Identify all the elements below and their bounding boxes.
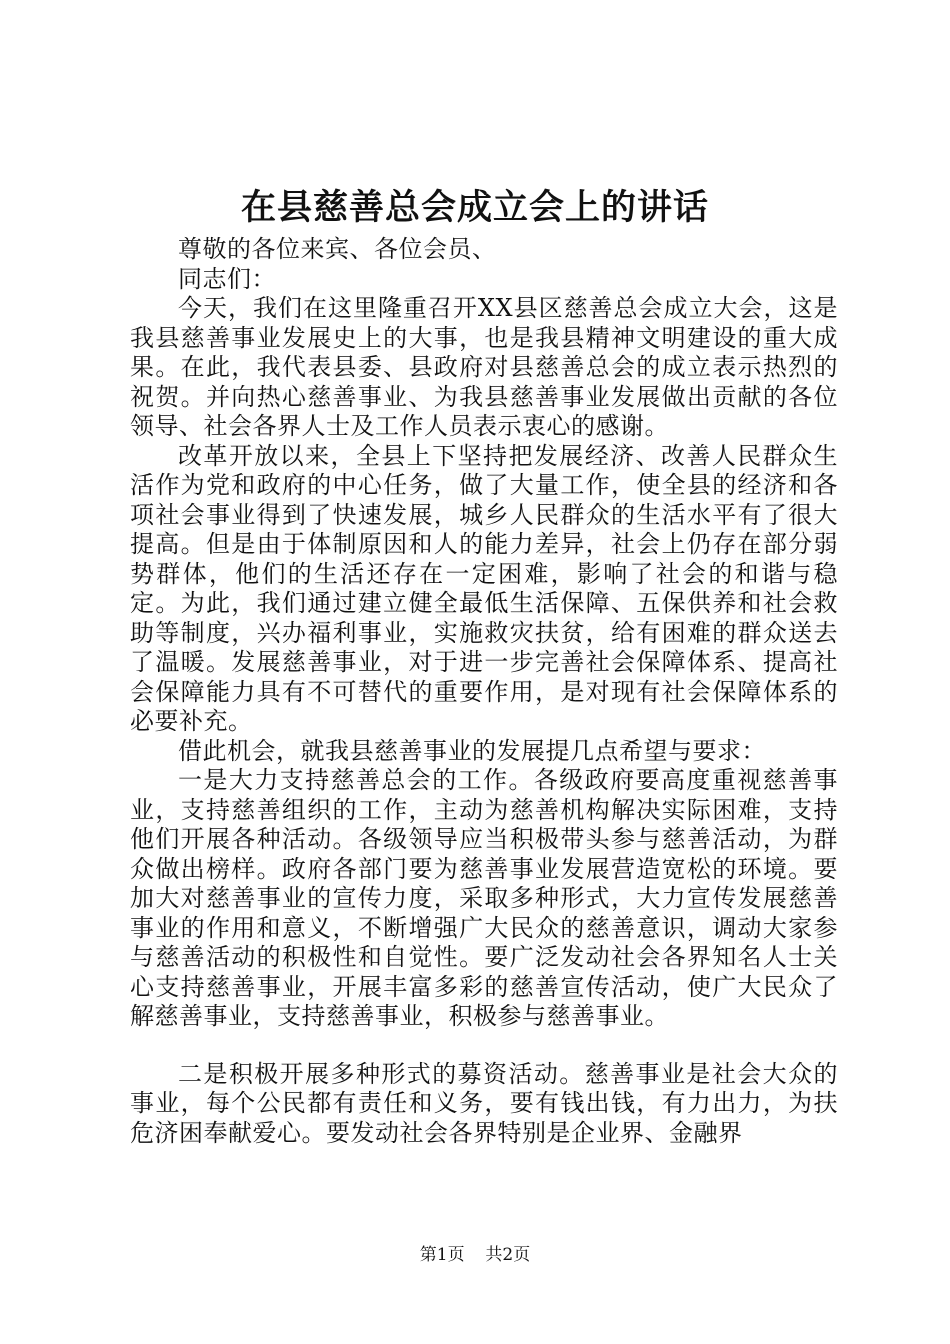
paragraph-background: 改革开放以来，全县上下坚持把发展经济、改善人民群众生活作为党和政府的中心任务，做了大量工作，使全县的经济和各项社会事业得到了快速发展，城乡人民群众的生活水平有了很大提高。但是由于体制原因和人的能力差异，社会上仍存在部分弱势群体，他们的生活还存在一定困难，影响了社会的和谐与稳定。为此，我们通过建立健全最低生活保障、五保供养和社会救助等制度，兴办福利事业，实施救灾扶贫，给有困难的群众送去了温暖。发展慈善事业，对于进一步完善社会保障体系、提高社会保障能力具有不可替代的重要作用，是对现有社会保障体系的必要补充。	[130, 441, 838, 735]
document-body	[130, 235, 838, 1148]
paragraph-transition: 借此机会，就我县慈善事业的发展提几点希望与要求：	[178, 736, 766, 765]
page-number-total: 共2页	[485, 1245, 531, 1265]
document-title: 在县慈善总会成立会上的讲话	[240, 187, 709, 228]
page-footer	[0, 1243, 950, 1267]
salutation-line-2: 同志们：	[178, 264, 276, 293]
page-number-current: 第1页	[419, 1245, 465, 1265]
paragraph-gap	[130, 1032, 838, 1060]
paragraph-opening: 今天，我们在这里隆重召开XX县区慈善总会成立大会，这是我县慈善事业发展史上的大事，也是我县精神文明建设的重大成果。在此，我代表县委、县政府对县慈善总会的成立表示热烈的祝贺。并向热心慈善事业、为我县慈善事业发展做出贡献的各位领导、社会各界人士及工作人员表示衷心的感谢。	[130, 294, 838, 440]
salutation-line-1: 尊敬的各位来宾、各位会员、	[178, 235, 497, 263]
paragraph-point-two: 二是积极开展多种形式的募资活动。慈善事业是社会大众的事业，每个公民都有责任和义务，要有钱出钱，有力出力，为扶危济困奉献爱心。要发动社会各界特别是企业界、金融界	[130, 1059, 838, 1147]
paragraph-point-one: 一是大力支持慈善总会的工作。各级政府要高度重视慈善事业，支持慈善组织的工作，主动为慈善机构解决实际困难，支持他们开展各种活动。各级领导应当积极带头参与慈善活动，为群众做出榜样。政府各部门要为慈善事业发展营造宽松的环境。要加大对慈善事业的宣传力度，采取多种形式，大力宣传发展慈善事业的作用和意义，不断增强广大民众的慈善意识，调动大家参与慈善活动的积极性和自觉性。要广泛发动社会各界知名人士关心支持慈善事业，开展丰富多彩的慈善宣传活动，使广大民众了解慈善事业，支持慈善事业，积极参与慈善事业。	[130, 766, 838, 1030]
